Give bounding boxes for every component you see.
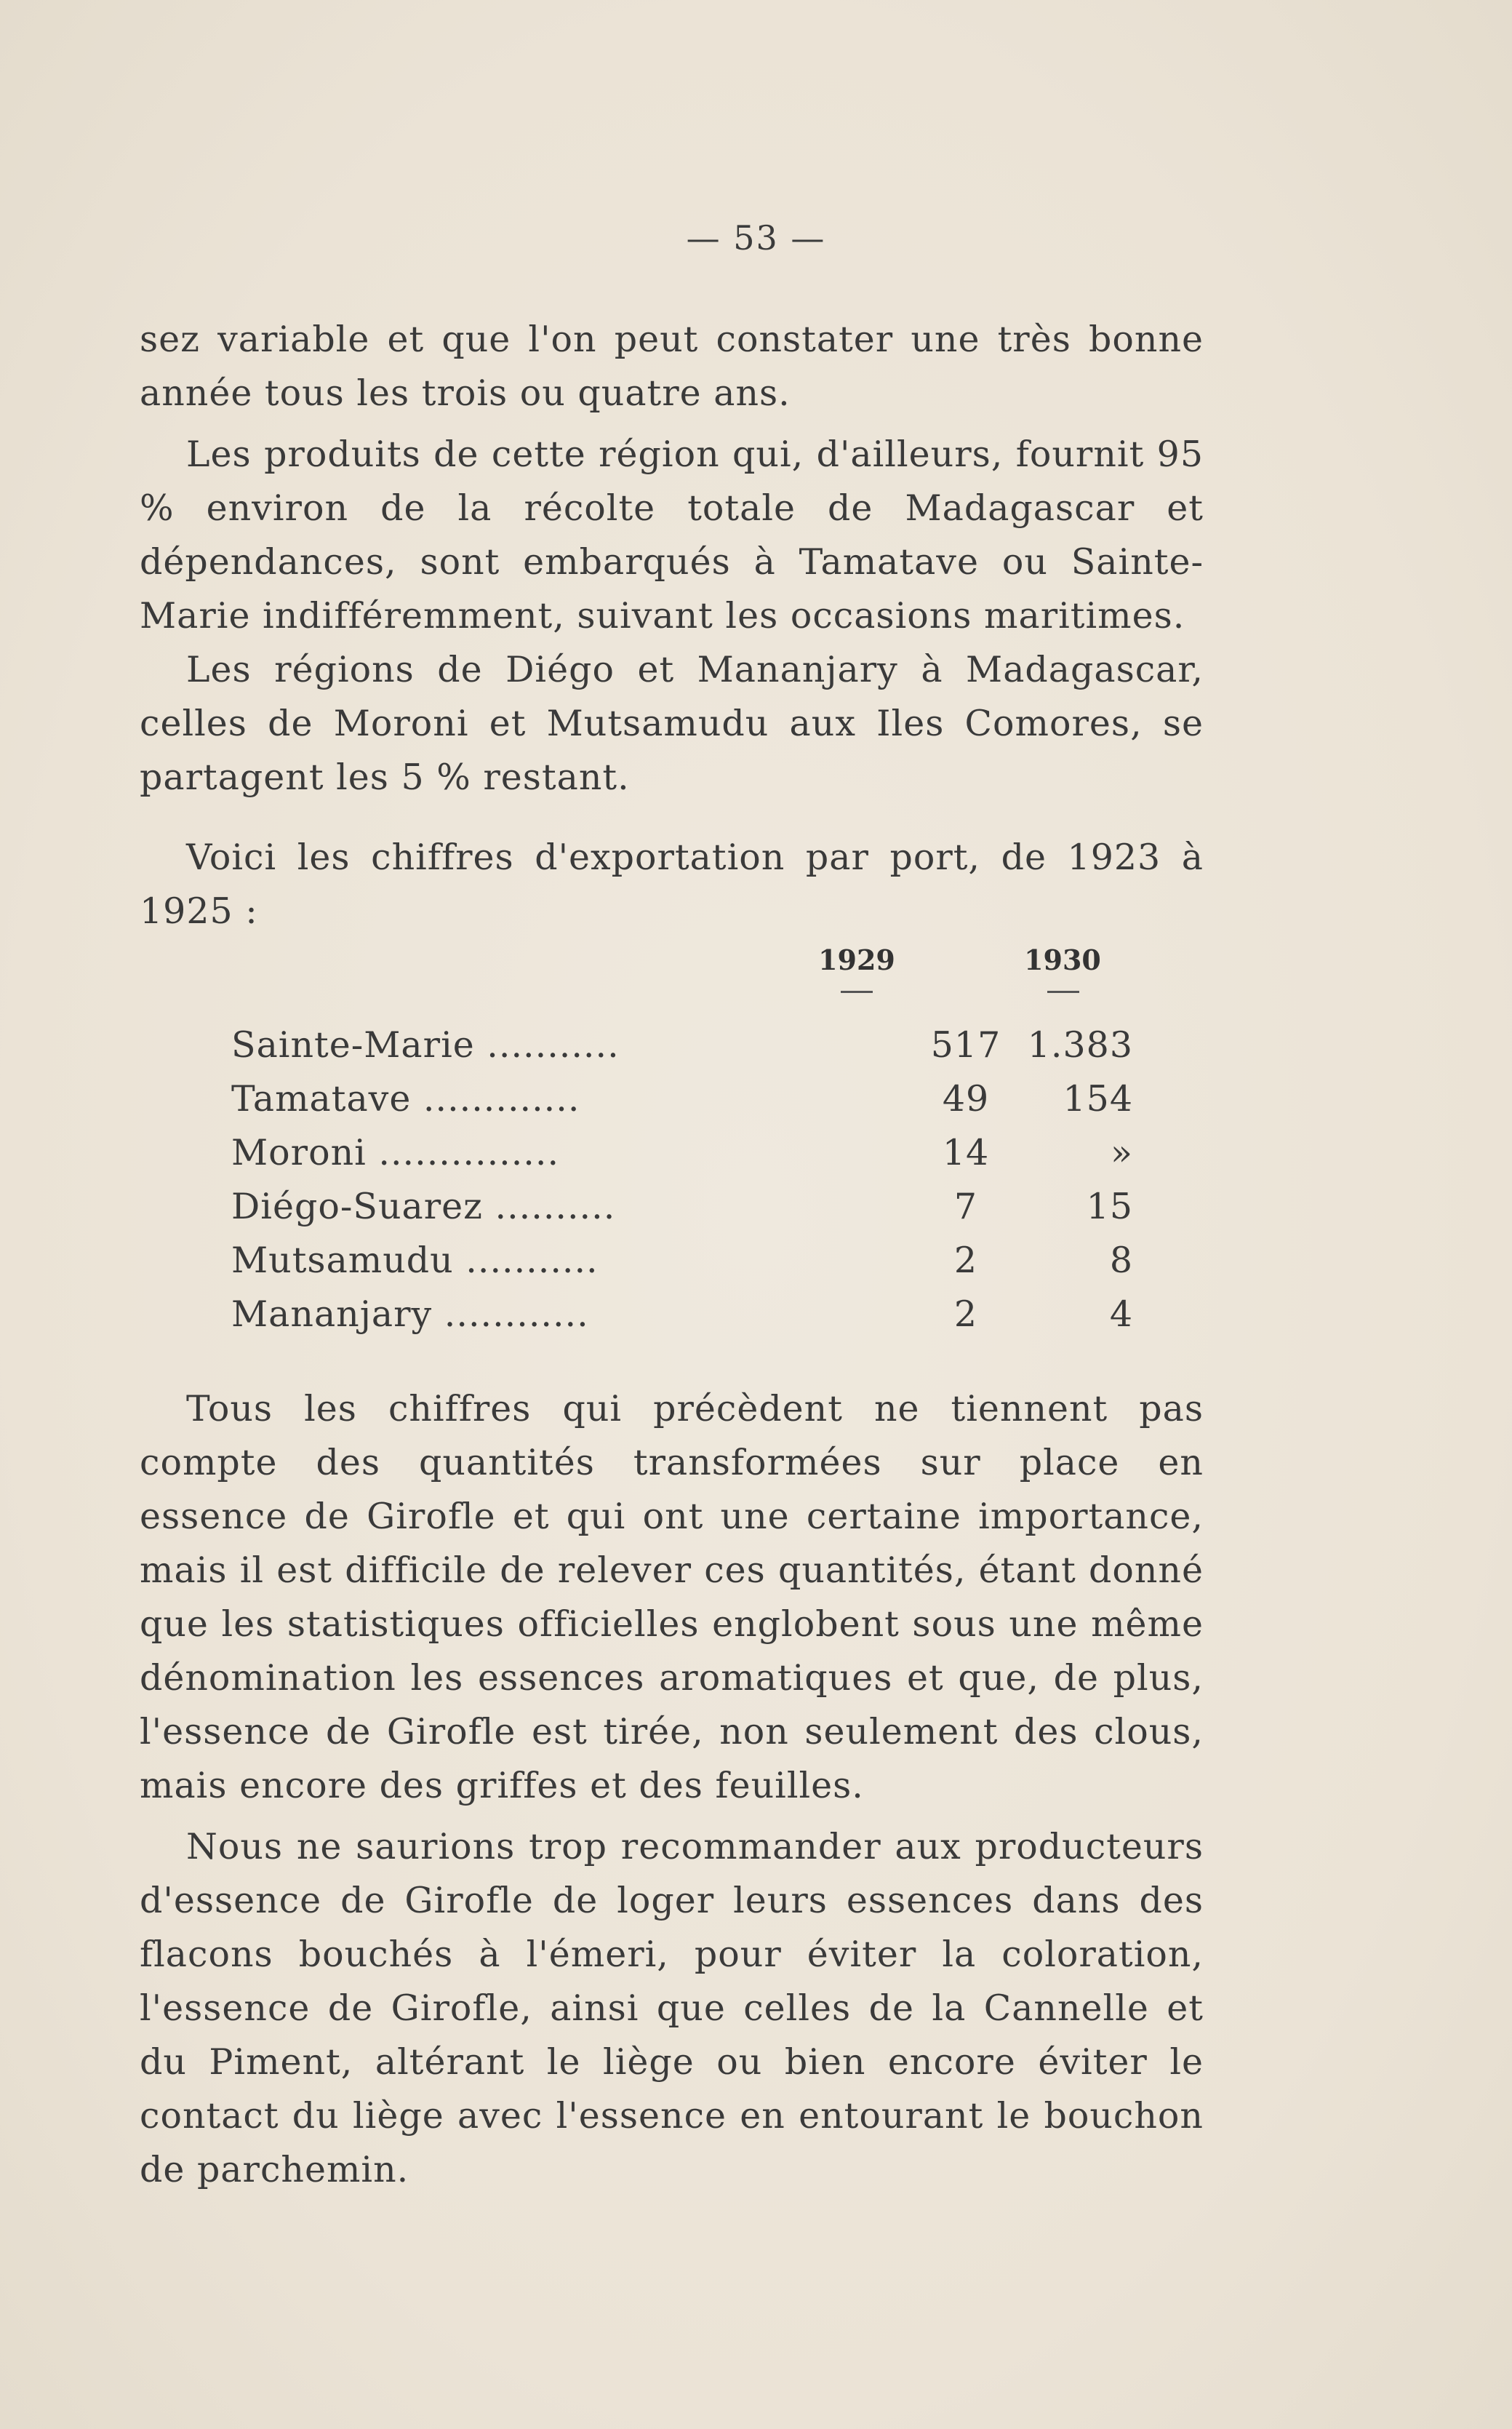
table-row [231,1072,1133,1126]
table-row [231,1288,1133,1341]
table-row [231,1018,1133,1072]
table-row [231,1126,1133,1180]
table-row [231,1180,1133,1234]
value-1930: 15 [1086,1186,1133,1227]
value-1929: 2 [953,1240,978,1281]
column-header-1930: 1930 [1024,944,1101,976]
intro-text: Voici les chiffres d'exportation par port, de 1923 à 1925 : [140,837,1204,932]
port-name: Moroni ............... [231,1132,560,1173]
paragraph-regions: Les régions de Diégo et Mananjary à Madagascar, celles de Moroni et Mutsamudu aux Iles Comores, se partagent les 5 % restant. [140,649,1204,798]
value-1930: 154 [1063,1078,1133,1120]
value-1930: 4 [1109,1293,1133,1335]
port-name: Mananjary ............ [231,1293,589,1335]
paragraph-chiffres: Tous les chiffres qui précèdent ne tiennent pas compte des quantités transformées sur place en essence de Girofle et qui ont une certaine importance, mais il est difficile de relever ces quantités, étant donné que les statistiques officielles englobent sous une même dénomination les essences aromatiques et que, de plus, l'essence de Girofle est tirée, non seulement des clous, mais encore des griffes et des feuilles. [140,1388,1204,1806]
value-1929: 7 [953,1186,978,1227]
paragraph-continued: sez variable et que l'on peut constater une très bonne année tous les trois ou quatre ans. [140,319,1204,414]
port-name: Diégo-Suarez .......... [231,1186,616,1227]
value-1929: 49 [942,1078,990,1120]
column-header-1929: 1929 [818,944,895,976]
value-1929: 2 [953,1293,978,1335]
column-rule-1929 [841,991,873,993]
page-number: — 53 — [686,218,826,258]
port-name: Mutsamudu ........... [231,1240,599,1281]
body-text-top [140,313,1204,805]
value-1929: 14 [942,1132,990,1173]
value-1929: 517 [930,1024,1001,1066]
value-1930: 1.383 [1027,1024,1133,1066]
intro-paragraph [140,831,1204,938]
port-name: Sainte-Marie ........... [231,1024,620,1066]
port-name: Tamatave ............. [231,1078,580,1120]
value-1930: 8 [1109,1240,1133,1281]
column-rule-1930 [1047,991,1079,993]
table-row [231,1234,1133,1288]
body-text-bottom [140,1382,1204,2197]
paragraph-produits: Les produits de cette région qui, d'ailleurs, fournit 95 % environ de la récolte totale de Madagascar et dépendances, sont embarqués à Tamatave ou Sainte-Marie indifféremment, suivant les occasions maritimes. [140,434,1204,637]
value-1930: » [1111,1132,1133,1173]
paragraph-recommandation: Nous ne saurions trop recommander aux producteurs d'essence de Girofle de loger leurs essences dans des flacons bouchés à l'émeri, pour éviter la coloration, l'essence de Girofle, ainsi que celles de la Cannelle et du Piment, altérant le liège ou bien encore éviter le contact du liège avec l'essence en entourant le bouchon de parchemin. [140,1826,1204,2190]
